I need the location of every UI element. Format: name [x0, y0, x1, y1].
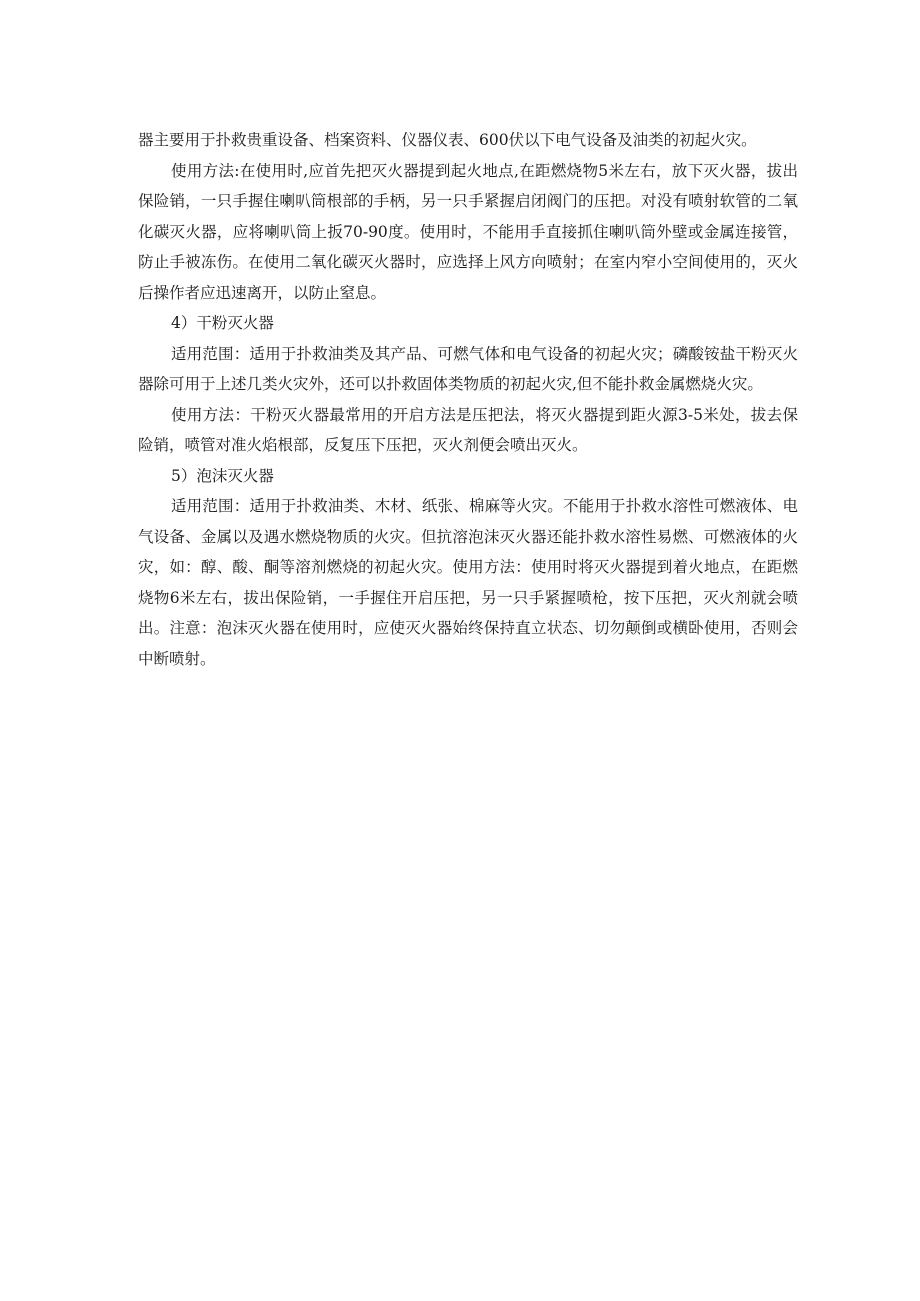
heading-dry-powder-extinguisher: 4）干粉灭火器 — [171, 314, 274, 332]
paragraph-co2-scope-continued: 器主要用于扑救贵重设备、档案资料、仪器仪表、600伏以下电气设备及油类的初起火灾。 — [138, 131, 757, 149]
paragraph-dry-powder-scope: 适用范围：适用于扑救油类及其产品、可燃气体和电气设备的初起火灾；磷酸铵盐干粉灭火器除可用于上述几类火灾外，还可以扑救固体类物质的初起火灾,但不能扑救金属燃烧火灾。 — [138, 344, 798, 393]
paragraph-co2-usage: 使用方法:在使用时,应首先把灭火器提到起火地点,在距燃烧物5米左右，放下灭火器，拔出保险销，一只手握住喇叭筒根部的手柄，另一只手紧握启闭阀门的压把。对没有喷射软管的二氧化碳灭火器，应将喇叭筒上扳70-90度。使用时，不能用手直接抓住喇叭筒外壁或金属连接管，防止手被冻伤。在使用二氧化碳灭火器时，应选择上风方向喷射；在室内窄小空间使用的，灭火后操作者应迅速离开，以防止窒息。 — [138, 161, 798, 302]
heading-foam-extinguisher: 5）泡沫灭火器 — [171, 466, 274, 485]
document-body — [138, 125, 798, 674]
paragraph-dry-powder-usage: 使用方法：干粉灭火器最常用的开启方法是压把法，将灭火器提到距火源3-5米处，拔去保险销，喷管对准火焰根部，反复压下压把，灭火剂便会喷出灭火。 — [138, 405, 798, 454]
paragraph-foam-scope-usage: 适用范围：适用于扑救油类、木材、纸张、棉麻等火灾。不能用于扑救水溶性可燃液体、电气设备、金属以及遇水燃烧物质的火灾。但抗溶泡沫灭火器还能扑救水溶性易燃、可燃液体的火灾，如：醇、酸、酮等溶剂燃烧的初起火灾。使用方法：使用时将灭火器提到着火地点，在距燃烧物6米左右，拔出保险销，一手握住开启压把，另一只手紧握喷枪，按下压把，灭火剂就会喷出。注意：泡沫灭火器在使用时，应使灭火器始终保持直立状态、切勿颠倒或横卧使用，否则会中断喷射。 — [138, 497, 798, 668]
